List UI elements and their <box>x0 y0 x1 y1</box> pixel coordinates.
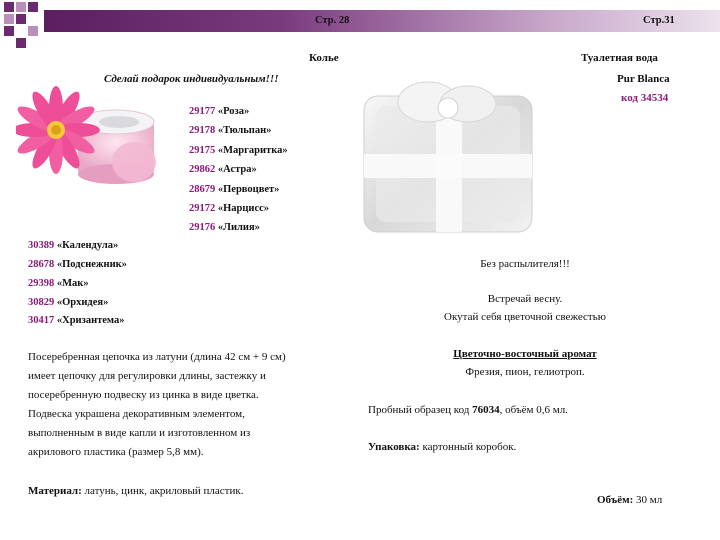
list-item: 30389 «Календула» <box>28 240 119 251</box>
sample-line: Пробный образец код 76034, объём 0,6 мл. <box>368 404 568 416</box>
volume-line: Объём: 30 мл <box>597 494 663 506</box>
perfume-bottle-image <box>356 74 540 238</box>
envelop-freshness: Окутай себя цветочной свежестью <box>444 311 606 323</box>
meet-spring: Встречай весну. <box>487 293 563 305</box>
list-item: 29177 «Роза» <box>189 106 250 117</box>
list-item: 29862 «Астра» <box>189 164 257 175</box>
aroma-title: Цветочно-восточный аромат <box>453 348 597 360</box>
necklace-description: Посеребренная цепочка из латуни (длина 42 см + 9 см) имеет цепочку для регулировки длины, застежку и посеребренную подвеску из цинка в виде цветка. Подвеска украшена декоративным элементом, выполненным в виде капли и изготовленном из акрилового пластика (размер 5,8 мм). <box>28 351 286 458</box>
list-item: 29398 «Мак» <box>28 278 89 289</box>
page-number-left: Стр. 28 <box>315 15 350 26</box>
page-number-right: Стр.31 <box>643 15 675 26</box>
slogan: Сделай подарок индивидуальным!!! <box>104 73 279 85</box>
perfume-name: Pur Blanca <box>617 73 670 85</box>
aroma-notes: Фрезия, пион, гелиотроп. <box>465 366 585 378</box>
perfume-title: Туалетная вода <box>581 52 658 64</box>
list-item: 29178 «Тюльпан» <box>189 125 272 136</box>
list-item: 30829 «Орхидея» <box>28 297 109 308</box>
packaging-line: Упаковка: картонный коробок. <box>368 441 517 453</box>
list-item: 28679 «Первоцвет» <box>189 184 280 195</box>
necklace-title: Колье <box>309 52 339 64</box>
no-spray-note: Без распылителя!!! <box>480 258 570 270</box>
list-item: 29176 «Лилия» <box>189 222 260 233</box>
list-item: 28678 «Подснежник» <box>28 259 127 270</box>
list-item: 29175 «Маргаритка» <box>189 145 288 156</box>
list-item: 30417 «Хризантема» <box>28 315 125 326</box>
list-item: 29172 «Нарцисс» <box>189 203 270 214</box>
material-line: Материал: латунь, цинк, акриловый пластик. <box>28 485 244 497</box>
necklace-product-image <box>16 84 166 194</box>
perfume-code: код 34534 <box>621 92 669 104</box>
